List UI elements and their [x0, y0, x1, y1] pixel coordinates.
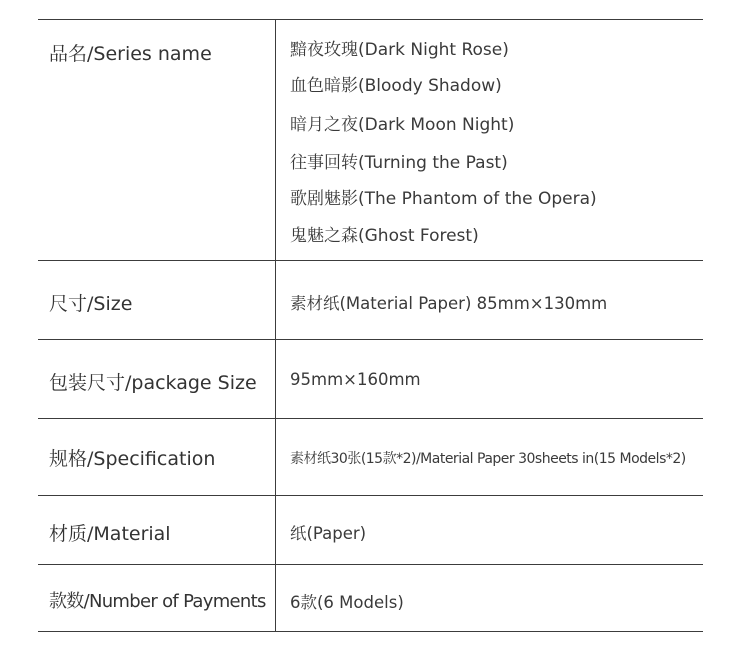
row-value-package-size: 95mm×160mm	[290, 370, 421, 389]
table-row-package-size	[38, 339, 703, 418]
series-item: 血色暗影(Bloody Shadow)	[290, 76, 502, 96]
row-label-size: 尺寸/Size	[49, 293, 133, 315]
series-item: 往事回转(Turning the Past)	[290, 153, 508, 173]
table-bottom-border	[38, 631, 703, 632]
series-item: 暗月之夜(Dark Moon Night)	[290, 115, 515, 135]
row-label-package-size: 包装尺寸/package Size	[49, 372, 257, 394]
table-row-series	[38, 19, 703, 260]
series-item: 鬼魅之森(Ghost Forest)	[290, 226, 479, 246]
row-label-material: 材质/Material	[49, 523, 171, 545]
row-value-specification: 素材纸30张(15款*2)/Material Paper 30sheets in(15 Models*2)	[290, 451, 686, 467]
row-label-payments: 款数/Number of Payments	[49, 591, 266, 612]
row-value-size: 素材纸(Material Paper) 85mm×130mm	[290, 294, 608, 313]
row-label-specification: 规格/Specification	[49, 448, 216, 470]
table-row-payments	[38, 564, 703, 631]
row-value-payments: 6款(6 Models)	[290, 593, 404, 612]
row-value-material: 纸(Paper)	[290, 524, 367, 543]
row-label-series: 品名/Series name	[49, 43, 212, 65]
table-row-specification	[38, 418, 703, 495]
table-row-material	[38, 495, 703, 564]
series-item: 黯夜玫瑰(Dark Night Rose)	[290, 40, 509, 60]
table-row-size	[38, 260, 703, 339]
series-item: 歌剧魅影(The Phantom of the Opera)	[290, 189, 597, 209]
